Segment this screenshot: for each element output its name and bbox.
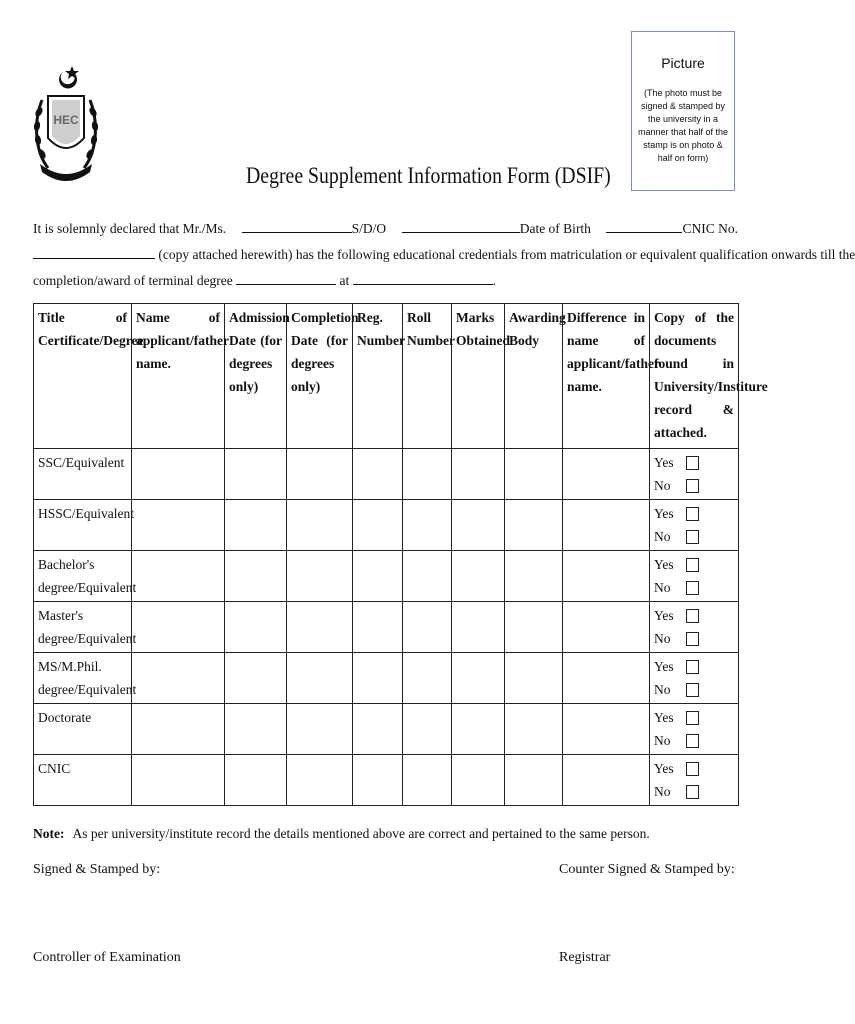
col-header-difference: Difference in name of applicant/father name. bbox=[563, 304, 650, 449]
row-label: MS/M.Phil. degree/Equivalent bbox=[34, 653, 132, 704]
table-row bbox=[34, 755, 739, 806]
yes-label: Yes bbox=[654, 761, 674, 776]
form-title: Degree Supplement Information Form (DSIF) bbox=[246, 163, 611, 188]
col-header-title: Title of Certificate/Degree bbox=[34, 304, 132, 449]
table-cell[interactable] bbox=[132, 449, 225, 500]
yes-label: Yes bbox=[654, 506, 674, 521]
row-label: Bachelor's degree/Equivalent bbox=[34, 551, 132, 602]
yes-checkbox[interactable] bbox=[686, 762, 699, 776]
table-cell[interactable] bbox=[452, 602, 505, 653]
header-row bbox=[34, 304, 739, 449]
table-cell[interactable] bbox=[403, 704, 452, 755]
declaration-line-3-text: completion/award of terminal degree bbox=[33, 273, 233, 288]
col-header-roll: Roll Number bbox=[403, 304, 452, 449]
col-header-marks: Marks Obtained bbox=[452, 304, 505, 449]
parent-name-blank[interactable] bbox=[402, 221, 520, 233]
table-cell[interactable] bbox=[403, 755, 452, 806]
yes-no-cell bbox=[650, 755, 739, 806]
table-cell[interactable] bbox=[132, 500, 225, 551]
yes-label: Yes bbox=[654, 455, 674, 470]
table-cell[interactable] bbox=[505, 602, 563, 653]
table-cell[interactable] bbox=[225, 653, 287, 704]
yes-checkbox[interactable] bbox=[686, 660, 699, 674]
no-label: No bbox=[654, 733, 671, 748]
table-cell[interactable] bbox=[563, 653, 650, 704]
table-cell[interactable] bbox=[403, 551, 452, 602]
table-row bbox=[34, 500, 739, 551]
photo-title: Picture bbox=[661, 55, 705, 71]
table-cell[interactable] bbox=[353, 500, 403, 551]
table-row bbox=[34, 704, 739, 755]
institution-blank[interactable] bbox=[353, 273, 493, 285]
table-cell[interactable] bbox=[505, 704, 563, 755]
yes-label: Yes bbox=[654, 710, 674, 725]
table-row bbox=[34, 551, 739, 602]
yes-checkbox[interactable] bbox=[686, 711, 699, 725]
table-cell[interactable] bbox=[353, 653, 403, 704]
row-label: SSC/Equivalent bbox=[34, 449, 132, 500]
table-cell[interactable] bbox=[563, 551, 650, 602]
table-cell[interactable] bbox=[563, 704, 650, 755]
no-label: No bbox=[654, 529, 671, 544]
no-label: No bbox=[654, 784, 671, 799]
table-cell[interactable] bbox=[563, 449, 650, 500]
sdo-label: S/D/O bbox=[351, 221, 387, 236]
row-label: Doctorate bbox=[34, 704, 132, 755]
dob-label: Date of Birth bbox=[519, 221, 591, 236]
yes-checkbox[interactable] bbox=[686, 456, 699, 470]
no-label: No bbox=[654, 682, 671, 697]
yes-no-cell bbox=[650, 500, 739, 551]
table-cell[interactable] bbox=[505, 500, 563, 551]
yes-label: Yes bbox=[654, 659, 674, 674]
dob-blank[interactable] bbox=[606, 221, 682, 233]
table-cell[interactable] bbox=[403, 500, 452, 551]
table-cell[interactable] bbox=[563, 500, 650, 551]
controller-label: Controller of Examination bbox=[33, 950, 181, 965]
table-cell[interactable] bbox=[563, 602, 650, 653]
credentials-table bbox=[33, 303, 768, 806]
no-checkbox[interactable] bbox=[686, 479, 699, 493]
yes-no-cell bbox=[650, 551, 739, 602]
note-label: Note: bbox=[33, 826, 65, 841]
note bbox=[33, 826, 650, 842]
col-header-copy: Copy of the documents found in University/Institure record & attached. bbox=[650, 304, 739, 449]
yes-label: Yes bbox=[654, 557, 674, 572]
table-cell[interactable] bbox=[353, 704, 403, 755]
table-cell[interactable] bbox=[452, 551, 505, 602]
table-cell[interactable] bbox=[452, 653, 505, 704]
no-label: No bbox=[654, 580, 671, 595]
yes-no-cell bbox=[650, 704, 739, 755]
no-checkbox[interactable] bbox=[686, 530, 699, 544]
table-cell[interactable] bbox=[505, 449, 563, 500]
terminal-degree-blank[interactable] bbox=[236, 273, 336, 285]
table-cell[interactable] bbox=[132, 602, 225, 653]
table-cell[interactable] bbox=[353, 602, 403, 653]
yes-no-cell bbox=[650, 602, 739, 653]
cnic-label: CNIC No. bbox=[682, 221, 738, 236]
table-cell[interactable] bbox=[452, 704, 505, 755]
table-cell[interactable] bbox=[287, 449, 353, 500]
table-cell[interactable] bbox=[563, 755, 650, 806]
signed-stamped-label: Signed & Stamped by: bbox=[33, 862, 161, 877]
table-cell[interactable] bbox=[403, 602, 452, 653]
col-header-admission: Admission Date (for degrees only) bbox=[225, 304, 287, 449]
row-label: CNIC bbox=[34, 755, 132, 806]
table-cell[interactable] bbox=[225, 704, 287, 755]
table-cell[interactable] bbox=[505, 551, 563, 602]
table-cell[interactable] bbox=[287, 704, 353, 755]
table-cell[interactable] bbox=[287, 551, 353, 602]
table-cell[interactable] bbox=[452, 449, 505, 500]
note-text: As per university/institute record the details mentioned above are correct and pertained to the same person. bbox=[72, 826, 650, 841]
no-checkbox[interactable] bbox=[686, 581, 699, 595]
table-cell[interactable] bbox=[287, 602, 353, 653]
table-cell[interactable] bbox=[287, 500, 353, 551]
no-checkbox[interactable] bbox=[686, 785, 699, 799]
table-cell[interactable] bbox=[225, 500, 287, 551]
table-cell[interactable] bbox=[403, 449, 452, 500]
yes-label: Yes bbox=[654, 608, 674, 623]
table-cell[interactable] bbox=[132, 653, 225, 704]
table-row bbox=[34, 449, 739, 500]
hec-logo bbox=[30, 60, 102, 192]
table-row bbox=[34, 653, 739, 704]
table-cell[interactable] bbox=[225, 602, 287, 653]
table-cell[interactable] bbox=[403, 653, 452, 704]
yes-checkbox[interactable] bbox=[686, 609, 699, 623]
table-cell[interactable] bbox=[452, 500, 505, 551]
yes-no-cell bbox=[650, 449, 739, 500]
declaration-at: at bbox=[339, 273, 350, 288]
no-checkbox[interactable] bbox=[686, 683, 699, 697]
col-header-awarding: Awarding Body bbox=[505, 304, 563, 449]
col-header-reg: Reg. Number bbox=[353, 304, 403, 449]
row-label: HSSC/Equivalent bbox=[34, 500, 132, 551]
table-cell[interactable] bbox=[505, 755, 563, 806]
table-cell[interactable] bbox=[353, 551, 403, 602]
table-cell[interactable] bbox=[287, 653, 353, 704]
table-cell[interactable] bbox=[505, 653, 563, 704]
declaration-line-3 bbox=[33, 273, 738, 289]
table-cell[interactable] bbox=[225, 755, 287, 806]
photo-note: (The photo must be signed & stamped by the university in a manner that half of the stamp is on photo & half on form) bbox=[637, 88, 729, 163]
table-cell[interactable] bbox=[287, 755, 353, 806]
no-checkbox[interactable] bbox=[686, 734, 699, 748]
counter-signed-label: Counter Signed & Stamped by: bbox=[559, 862, 735, 877]
name-blank[interactable] bbox=[242, 221, 352, 233]
table-cell[interactable] bbox=[353, 449, 403, 500]
no-label: No bbox=[654, 631, 671, 646]
table-cell[interactable] bbox=[225, 449, 287, 500]
declaration-line-1 bbox=[33, 221, 738, 237]
col-header-completion: Completion Date (for degrees only) bbox=[287, 304, 353, 449]
yes-checkbox[interactable] bbox=[686, 507, 699, 521]
table-cell[interactable] bbox=[452, 755, 505, 806]
cnic-blank[interactable] bbox=[33, 247, 155, 259]
svg-text:HEC: HEC bbox=[53, 113, 79, 127]
table-row bbox=[34, 602, 739, 653]
declaration-end: . bbox=[492, 273, 497, 288]
table-cell[interactable] bbox=[132, 551, 225, 602]
declaration-line-2 bbox=[33, 247, 855, 263]
table-cell[interactable] bbox=[353, 755, 403, 806]
table-cell[interactable] bbox=[132, 755, 225, 806]
yes-no-cell bbox=[650, 653, 739, 704]
no-checkbox[interactable] bbox=[686, 632, 699, 646]
declaration-line-2-text: (copy attached herewith) has the following educational credentials from matriculation or equivalent qualification onwards till the bbox=[158, 247, 855, 262]
col-header-name: Name of applicant/father name. bbox=[132, 304, 225, 449]
declaration-start: It is solemnly declared that Mr./Ms. bbox=[33, 221, 227, 236]
table-cell[interactable] bbox=[132, 704, 225, 755]
row-label: Master's degree/Equivalent bbox=[34, 602, 132, 653]
registrar-label: Registrar bbox=[559, 950, 611, 965]
yes-checkbox[interactable] bbox=[686, 558, 699, 572]
photo-box[interactable] bbox=[631, 31, 735, 191]
no-label: No bbox=[654, 478, 671, 493]
table-cell[interactable] bbox=[225, 551, 287, 602]
